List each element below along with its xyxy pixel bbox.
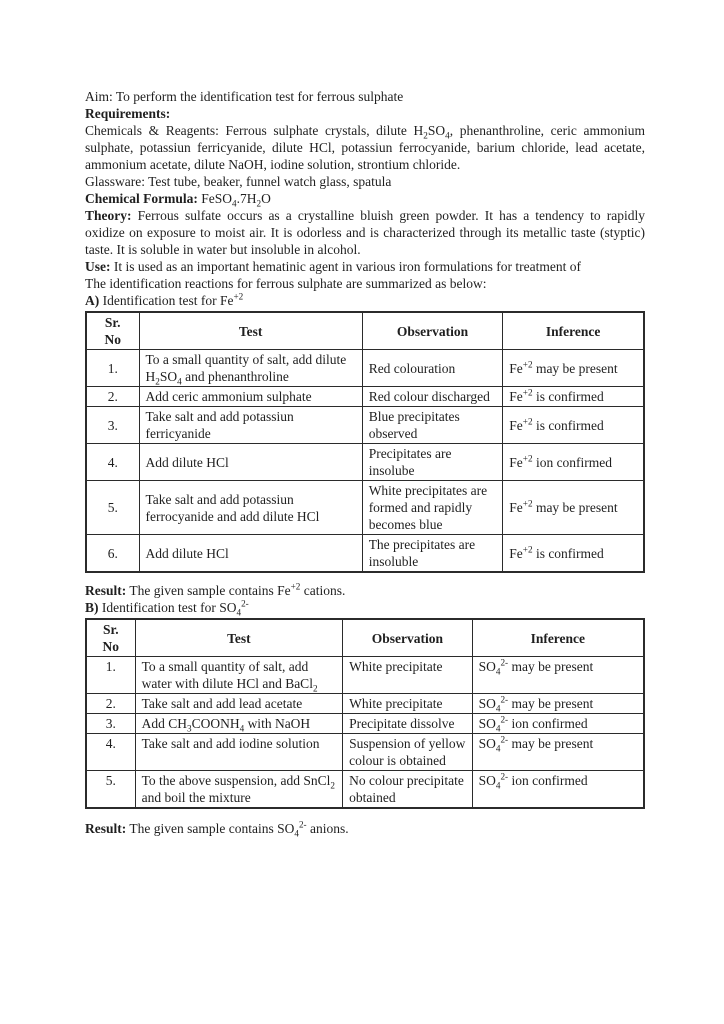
result-b-line [85,820,645,837]
aim-line: Aim: To perform the identification test for ferrous sulphate [85,89,404,104]
cell-inference: $SO_4^{2-}$ may be present [472,694,644,714]
table-row [86,535,644,573]
cell-srno: 4. [86,444,139,481]
cell-inference: $SO_4^{2-}$ may be present [472,657,644,694]
cell-observation: White precipitate [343,657,472,694]
cell-observation: White precipitates are formed and rapidly becomes blue [362,481,503,535]
requirements-label: Requirements: [85,106,171,121]
section-b-label: B) [85,600,99,615]
table-row [86,657,644,694]
column-header-test: Test [139,312,362,350]
cell-observation: Red colouration [362,350,503,387]
cell-test: Add dilute HCl [139,444,362,481]
result-a-label: Result: [85,583,127,598]
cell-observation: Blue precipitates observed [362,407,503,444]
intro-line: The identification reactions for ferrous sulphate are summarized as below: [85,276,487,291]
cell-srno: 2. [86,694,135,714]
cell-test: Take salt and add potassiun ferrocyanide and add dilute HCl [139,481,362,535]
cell-observation: White precipitate [343,694,472,714]
cell-inference: $Fe^{+2}$ is confirmed [503,387,644,407]
section-b-heading [85,599,645,616]
section-a-label: A) [85,293,100,308]
cell-srno: 4. [86,734,135,771]
use-text: It is used as an important hematinic agent in various iron formulations for treatment of [113,259,582,274]
cell-inference: $SO_4^{2-}$ ion confirmed [472,771,644,809]
cell-test: To a small quantity of salt, add dilute $H_2SO_4$ and phenanthroline [139,350,362,387]
table-row [86,771,644,809]
cell-test: Take salt and add potassiun ferricyanide [139,407,362,444]
column-header-observation: Observation [362,312,503,350]
cell-srno: 5. [86,771,135,809]
cell-srno: 6. [86,535,139,573]
cell-srno: 3. [86,714,135,734]
cell-observation: Precipitate dissolve [343,714,472,734]
result-a-text: The given sample contains $Fe^{+2}$ cations. [129,581,346,598]
cell-inference: $SO_4^{2-}$ may be present [472,734,644,771]
cell-srno: 5. [86,481,139,535]
cell-test: Add ceric ammonium sulphate [139,387,362,407]
theory-label: Theory: [85,208,132,223]
use-line [85,258,645,275]
cell-observation: Suspension of yellow colour is obtained [343,734,472,771]
table-row [86,714,644,734]
cell-srno: 3. [86,407,139,444]
requirements-heading [85,105,645,122]
section-a-title: Identification test for $Fe^{+2}$ [102,291,244,308]
table-row [86,350,644,387]
glassware-line: Glassware: Test tube, beaker, funnel watch glass, spatula [85,174,392,189]
identification-table-so4 [85,618,645,809]
cell-inference: $Fe^{+2}$ is confirmed [503,407,644,444]
table-row [86,444,644,481]
cell-test: Add $CH_3COONH_4$ with NaOH [135,714,343,734]
chemicals-paragraph: Chemicals & Reagents: Ferrous sulphate crystals, dilute $H_2SO_4$, phenanthroline, ceric ammonium sulphate, potassiun ferricyanide, dilute HCl, potassiun ferrocyanide, barium chloride, lead acetate, ammonium acetate, dilute NaOH, iodine solution, strontium chloride. [85,123,645,172]
cell-inference: $Fe^{+2}$ may be present [503,481,644,535]
table-header-row [86,619,644,657]
cell-observation: Red colour discharged [362,387,503,407]
column-header-srno: Sr. No [86,619,135,657]
column-header-srno: Sr. No [86,312,139,350]
table-row [86,387,644,407]
cell-test: To a small quantity of salt, add water with dilute HCl and BaCl$_2$ [135,657,343,694]
column-header-test: Test [135,619,343,657]
cell-test: Take salt and add iodine solution [135,734,343,771]
cell-observation: Precipitates are insolube [362,444,503,481]
section-a-heading [85,292,645,309]
table-header-row [86,312,644,350]
table-row [86,734,644,771]
table-row [86,407,644,444]
table-row [86,481,644,535]
result-b-text: The given sample contains $SO_4^{2-}$ anions. [129,819,349,839]
cell-test: Take salt and add lead acetate [135,694,343,714]
cell-inference: $Fe^{+2}$ ion confirmed [503,444,644,481]
chemical-formula-line [85,190,645,207]
theory-paragraph [85,207,645,258]
cell-test: To the above suspension, add SnCl$_2$ and boil the mixture [135,771,343,809]
result-b-label: Result: [85,821,127,836]
table-row [86,694,644,714]
cell-observation: No colour precipitate obtained [343,771,472,809]
cell-observation: The precipitates are insoluble [362,535,503,573]
cell-inference: $SO_4^{2-}$ ion confirmed [472,714,644,734]
formula-value: $FeSO_4.7H_2O$ [201,191,271,209]
cell-srno: 2. [86,387,139,407]
theory-text: Ferrous sulfate occurs as a crystalline bluish green powder. It has a tendency to rapidly oxidize on exposure to moist air. It is odorless and is characterized through its metallic taste (styptic) taste. It is soluble in water but insoluble in alcohol. [85,208,646,257]
cell-inference: $Fe^{+2}$ may be present [503,350,644,387]
identification-table-fe [85,311,645,573]
column-header-inference: Inference [472,619,644,657]
cell-srno: 1. [86,350,139,387]
section-b-title: Identification test for $SO_4^{2-}$ [101,598,249,618]
cell-inference: $Fe^{+2}$ is confirmed [503,535,644,573]
cell-test: Add dilute HCl [139,535,362,573]
result-a-line [85,582,645,599]
column-header-observation: Observation [343,619,472,657]
formula-label: Chemical Formula: [85,191,198,206]
column-header-inference: Inference [503,312,644,350]
cell-srno: 1. [86,657,135,694]
use-label: Use: [85,259,111,274]
